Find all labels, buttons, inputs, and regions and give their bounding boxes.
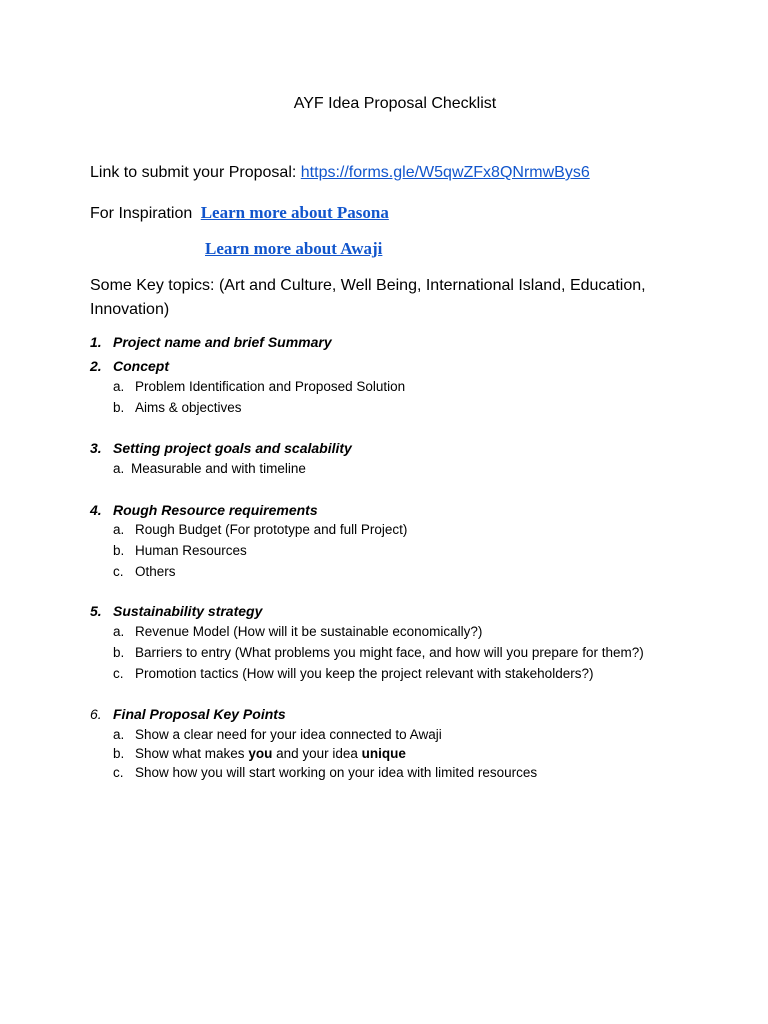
item-number: 1.	[90, 334, 102, 350]
sub-item-text-part: Show what makes	[135, 746, 249, 761]
item-number: 2.	[90, 358, 102, 374]
item-number: 4.	[90, 502, 102, 518]
sub-item-letter: a.	[113, 379, 125, 394]
sub-item-text: Show how you will start working on your idea with limited resources	[135, 765, 538, 780]
item-number: 6.	[90, 706, 102, 722]
awaji-link[interactable]: Learn more about Awaji	[205, 239, 383, 258]
sub-item-text: Barriers to entry (What problems you might face, and how will you prepare for them?)	[135, 645, 644, 660]
item-title: Project name and brief Summary	[113, 334, 332, 350]
sub-item-letter: c.	[113, 666, 124, 681]
sub-item-letter: c.	[113, 765, 124, 780]
sub-item-letter: b.	[113, 400, 125, 415]
item-number: 5.	[90, 603, 102, 619]
sub-item-text: Problem Identification and Proposed Solution	[135, 379, 406, 394]
item-title: Setting project goals and scalability	[113, 440, 352, 456]
emphasis-unique: unique	[361, 746, 406, 761]
item-title: Sustainability strategy	[113, 603, 263, 619]
item-number: 3.	[90, 440, 102, 456]
sub-item-text: Aims & objectives	[135, 400, 242, 415]
sub-item-text: Revenue Model (How will it be sustainable economically?)	[135, 624, 483, 639]
sub-item-text: Others	[135, 564, 176, 579]
sub-item-text: Measurable and with timeline	[131, 461, 306, 476]
sub-item-text: Rough Budget (For prototype and full Project)	[135, 522, 408, 537]
item-title: Concept	[113, 358, 169, 374]
pasona-link[interactable]: Learn more about Pasona	[200, 203, 389, 222]
emphasis-you: you	[248, 746, 273, 761]
sub-item-letter: c.	[113, 564, 124, 579]
sub-item-letter: b.	[113, 746, 125, 761]
sub-item-text: Promotion tactics (How will you keep the project relevant with stakeholders?)	[135, 666, 594, 681]
inspiration-label: For Inspiration	[90, 205, 193, 222]
sub-item-letter: b.	[113, 645, 125, 660]
page-title: AYF Idea Proposal Checklist	[293, 95, 497, 112]
inspiration-line	[90, 202, 389, 225]
sub-item-text: Show a clear need for your idea connected to Awaji	[135, 727, 442, 742]
sub-item-text	[135, 745, 406, 763]
sub-item-text: Human Resources	[135, 543, 247, 558]
key-topics: Some Key topics: (Art and Culture, Well Being, International Island, Education, Innovation)	[90, 277, 646, 318]
sub-item-letter: a.	[113, 624, 125, 639]
sub-item-letter: a.	[113, 522, 125, 537]
submit-proposal-link[interactable]: https://forms.gle/W5qwZFx8QNrmwBys6	[300, 164, 590, 181]
sub-item-letter: a.	[113, 727, 125, 742]
sub-item-letter: b.	[113, 543, 125, 558]
submit-label: Link to submit your Proposal:	[90, 164, 297, 181]
item-title: Rough Resource requirements	[113, 502, 318, 518]
submit-line	[90, 162, 590, 184]
sub-item-text-part: and your idea	[272, 746, 362, 761]
item-title: Final Proposal Key Points	[113, 706, 286, 722]
awaji-link-line	[205, 238, 382, 261]
sub-item-letter: a.	[113, 461, 125, 476]
